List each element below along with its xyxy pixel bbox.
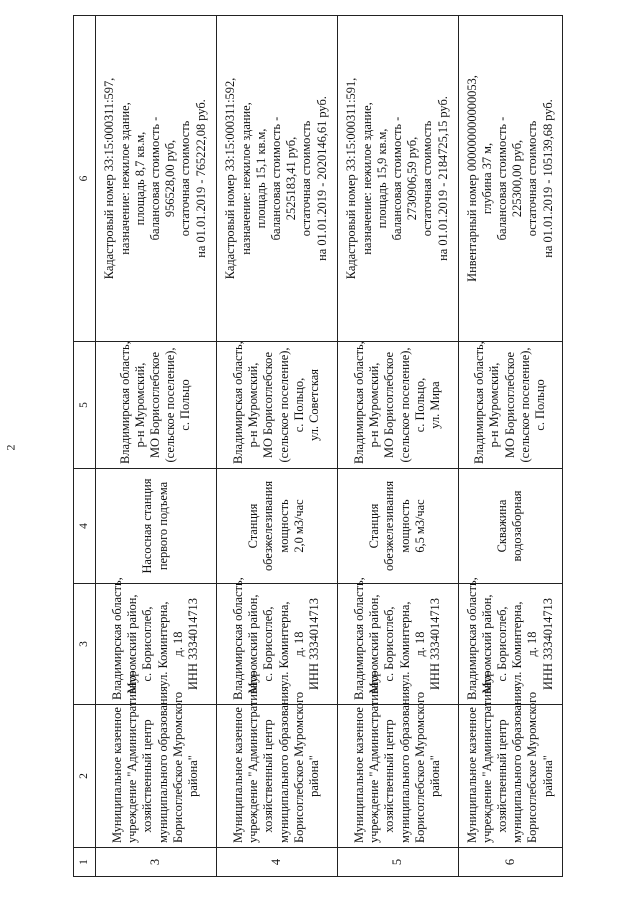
cell-line: МО Борисоглебское [502, 351, 517, 459]
cell-line: муниципального образования [276, 686, 291, 843]
cell-line: (сельское поселение), [163, 347, 178, 463]
cell-line: балансовая стоимость - [389, 116, 404, 241]
cell-line: назначение: нежилое здание, [238, 102, 253, 255]
property-table-sheet [73, 22, 563, 877]
cell-line: Насосная станция [140, 478, 155, 574]
cell-line: хозяйственный центр [261, 719, 276, 833]
cell-line: учреждение "Административно- [367, 671, 382, 843]
cell-line: р-н Муромский, [367, 362, 382, 448]
cell-line: МО Борисоглебское [261, 351, 276, 459]
owner-cell [95, 671, 216, 848]
cell-line: Станция [367, 503, 382, 549]
row-number-cell: 4 [216, 848, 337, 877]
cell-line: 2730906,59 руб, [405, 136, 420, 221]
cell-line: обезжелезивания [382, 480, 397, 572]
cell-line: р-н Муромский, [132, 362, 147, 448]
cell-line: МО Борисоглебское [382, 351, 397, 459]
cell-line: Владимирская область, [117, 341, 132, 464]
cell-line: учреждение "Административно- [246, 671, 261, 843]
cell-line: Владимирская область, [464, 577, 479, 700]
cell-line: ул. Коминтерна, [155, 601, 170, 687]
cell-line: водозаборная [510, 490, 525, 562]
cell-line: муниципального образования [397, 686, 412, 843]
property-table [73, 15, 563, 877]
cell-line: ул. Мира [427, 381, 442, 429]
cell-line: Муниципальное казенное [464, 707, 479, 843]
cell-line: ул. Коминтерна, [397, 601, 412, 687]
cell-line: Борисоглебское Муромского [412, 691, 427, 843]
cell-line: первого подъема [155, 481, 170, 571]
object-details-cell [95, 16, 216, 342]
object-location-cell [458, 342, 562, 469]
page-number: 2 [3, 444, 18, 451]
cell-line: Владимирская область, [351, 577, 366, 700]
cell-line: балансовая стоимость - [495, 116, 510, 241]
cell-line: учреждение "Административно- [479, 671, 494, 843]
cell-line: назначение: нежилое здание, [117, 102, 132, 255]
object-name-cell [216, 469, 337, 584]
cell-line: района" [186, 755, 201, 797]
cell-line: ИНН 3334014713 [186, 598, 201, 690]
cell-line: площадь 8,7 кв.м, [132, 131, 147, 226]
owner-cell [216, 671, 337, 848]
cell-line: на 01.01.2019 - 2020146,61 руб. [314, 96, 329, 261]
cell-line: Муромский район, [367, 594, 382, 694]
cell-line: д. 18 [291, 631, 306, 657]
table-row [458, 16, 562, 877]
cell-line: района" [307, 755, 322, 797]
column-header: 5 [74, 342, 96, 469]
cell-line: ИНН 3334014713 [427, 598, 442, 690]
object-location-cell [337, 342, 458, 469]
cell-line: остаточная стоимость [178, 120, 193, 237]
cell-line: р-н Муромский, [487, 362, 502, 448]
cell-line: на 01.01.2019 - 765222,08 руб. [193, 99, 208, 258]
cell-line: Муромский район, [125, 594, 140, 694]
table-row [95, 16, 216, 877]
object-details-cell [216, 16, 337, 342]
column-header: 3 [74, 584, 96, 705]
column-header: 4 [74, 469, 96, 584]
cell-line: муниципального образования [155, 686, 170, 843]
cell-line: Владимирская область, [231, 341, 245, 464]
cell-line: Борисоглебское Муромского [291, 691, 306, 843]
cell-line: 2525183,41 руб, [284, 136, 299, 221]
owner-address-cell [458, 577, 562, 705]
cell-line: назначение: нежилое здание, [359, 102, 374, 255]
cell-line: обезжелезивания [261, 480, 276, 572]
cell-line: мощность [397, 499, 412, 553]
cell-line: д. 18 [170, 631, 185, 657]
cell-line: учреждение "Административно- [125, 671, 140, 843]
cell-line: балансовая стоимость - [269, 116, 283, 241]
cell-line: хозяйственный центр [495, 719, 510, 833]
cell-line: остаточная стоимость [299, 120, 314, 237]
cell-line: площадь 15,1 кв.м, [253, 128, 268, 229]
cell-line: с. Борисоглеб, [140, 606, 155, 682]
cell-line: Борисоглебское Муромского [170, 691, 185, 843]
cell-line: ул. Советская [307, 369, 322, 441]
row-number-cell: 3 [95, 848, 216, 877]
object-name-cell [337, 469, 458, 584]
column-header: 1 [74, 848, 96, 877]
cell-line: Борисоглебское Муромского [525, 691, 540, 843]
cell-line: ИНН 3334014713 [540, 598, 555, 690]
object-details-cell [337, 16, 458, 342]
column-header: 2 [74, 705, 96, 848]
cell-line: 2,0 м3/час [291, 499, 306, 553]
table-row [337, 16, 458, 877]
cell-line: Станция [246, 503, 261, 549]
cell-line: на 01.01.2019 - 2184725,15 руб. [435, 96, 450, 261]
cell-line: (сельское поселение), [397, 347, 412, 463]
cell-line: 6,5 м3/час [412, 499, 427, 553]
object-location-cell [95, 342, 216, 469]
cell-line: ИНН 3334014713 [307, 598, 322, 690]
cell-line: Кадастровый номер 33:15:000311:591, [344, 77, 359, 280]
object-name-cell [458, 469, 562, 584]
cell-line: хозяйственный центр [140, 719, 155, 833]
cell-line: р-н Муромский, [246, 362, 261, 448]
cell-line: Кадастровый номер 33:15:000311:597, [102, 77, 117, 280]
row-number-cell: 5 [337, 848, 458, 877]
cell-line: Муниципальное казенное [351, 707, 366, 843]
cell-line: Муромский район, [479, 594, 494, 694]
cell-line: Муниципальное казенное [231, 707, 245, 843]
cell-line: с. Борисоглеб, [261, 606, 276, 682]
table-body [95, 16, 562, 877]
cell-line: д. 18 [412, 631, 427, 657]
object-name-cell [95, 469, 216, 584]
cell-line: остаточная стоимость [525, 120, 540, 237]
owner-address-cell [216, 577, 337, 705]
object-details-cell [458, 16, 562, 342]
owner-address-cell [337, 577, 458, 705]
table-row [216, 16, 337, 877]
cell-line: Владимирская область, [110, 577, 125, 700]
cell-line: на 01.01.2019 - 105139,68 руб. [540, 99, 555, 258]
cell-line: 956528,00 руб, [163, 139, 178, 218]
column-header: 6 [74, 16, 96, 342]
owner-address-cell [95, 577, 216, 705]
cell-line: Муниципальное казенное [110, 707, 125, 843]
cell-line: балансовая стоимость - [148, 116, 163, 241]
cell-line: с. Борисоглеб, [382, 606, 397, 682]
cell-line: Скважина [495, 499, 510, 553]
owner-cell [337, 671, 458, 848]
cell-line: остаточная стоимость [420, 120, 435, 237]
cell-line: Владимирская область, [231, 577, 245, 700]
cell-line: с. Польцо [533, 379, 548, 431]
cell-line: Владимирская область, [472, 341, 487, 464]
column-number-row [74, 16, 96, 877]
cell-line: муниципального образования [510, 686, 525, 843]
cell-line: Кадастровый номер 33:15:000311:592, [223, 77, 238, 280]
cell-line: (сельское поселение), [517, 347, 532, 463]
cell-line: района" [427, 755, 442, 797]
cell-line: Владимирская область, [351, 341, 366, 464]
cell-line: с. Польцо, [291, 377, 306, 433]
cell-line: Инвентарный номер 000000000000053, [464, 75, 479, 282]
row-number-cell: 6 [458, 848, 562, 877]
cell-line: (сельское поселение), [276, 347, 291, 463]
cell-line: МО Борисоглебское [148, 351, 163, 459]
cell-line: с. Борисоглеб, [495, 606, 510, 682]
cell-line: ул. Коминтерна, [276, 601, 291, 687]
cell-line: д. 18 [525, 631, 540, 657]
object-location-cell [216, 342, 337, 469]
cell-line: глубина 37 м, [479, 142, 494, 215]
cell-line: площадь 15,9 кв.м, [374, 128, 389, 229]
cell-line: с. Польцо [178, 379, 193, 431]
cell-line: с. Польцо, [412, 377, 427, 433]
cell-line: 225300,00 руб, [510, 139, 525, 218]
cell-line: Муромский район, [246, 594, 261, 694]
cell-line: района" [540, 755, 555, 797]
cell-line: мощность [276, 499, 291, 553]
cell-line: хозяйственный центр [382, 719, 397, 833]
cell-line: ул. Коминтерна, [510, 601, 525, 687]
owner-cell [458, 671, 562, 848]
